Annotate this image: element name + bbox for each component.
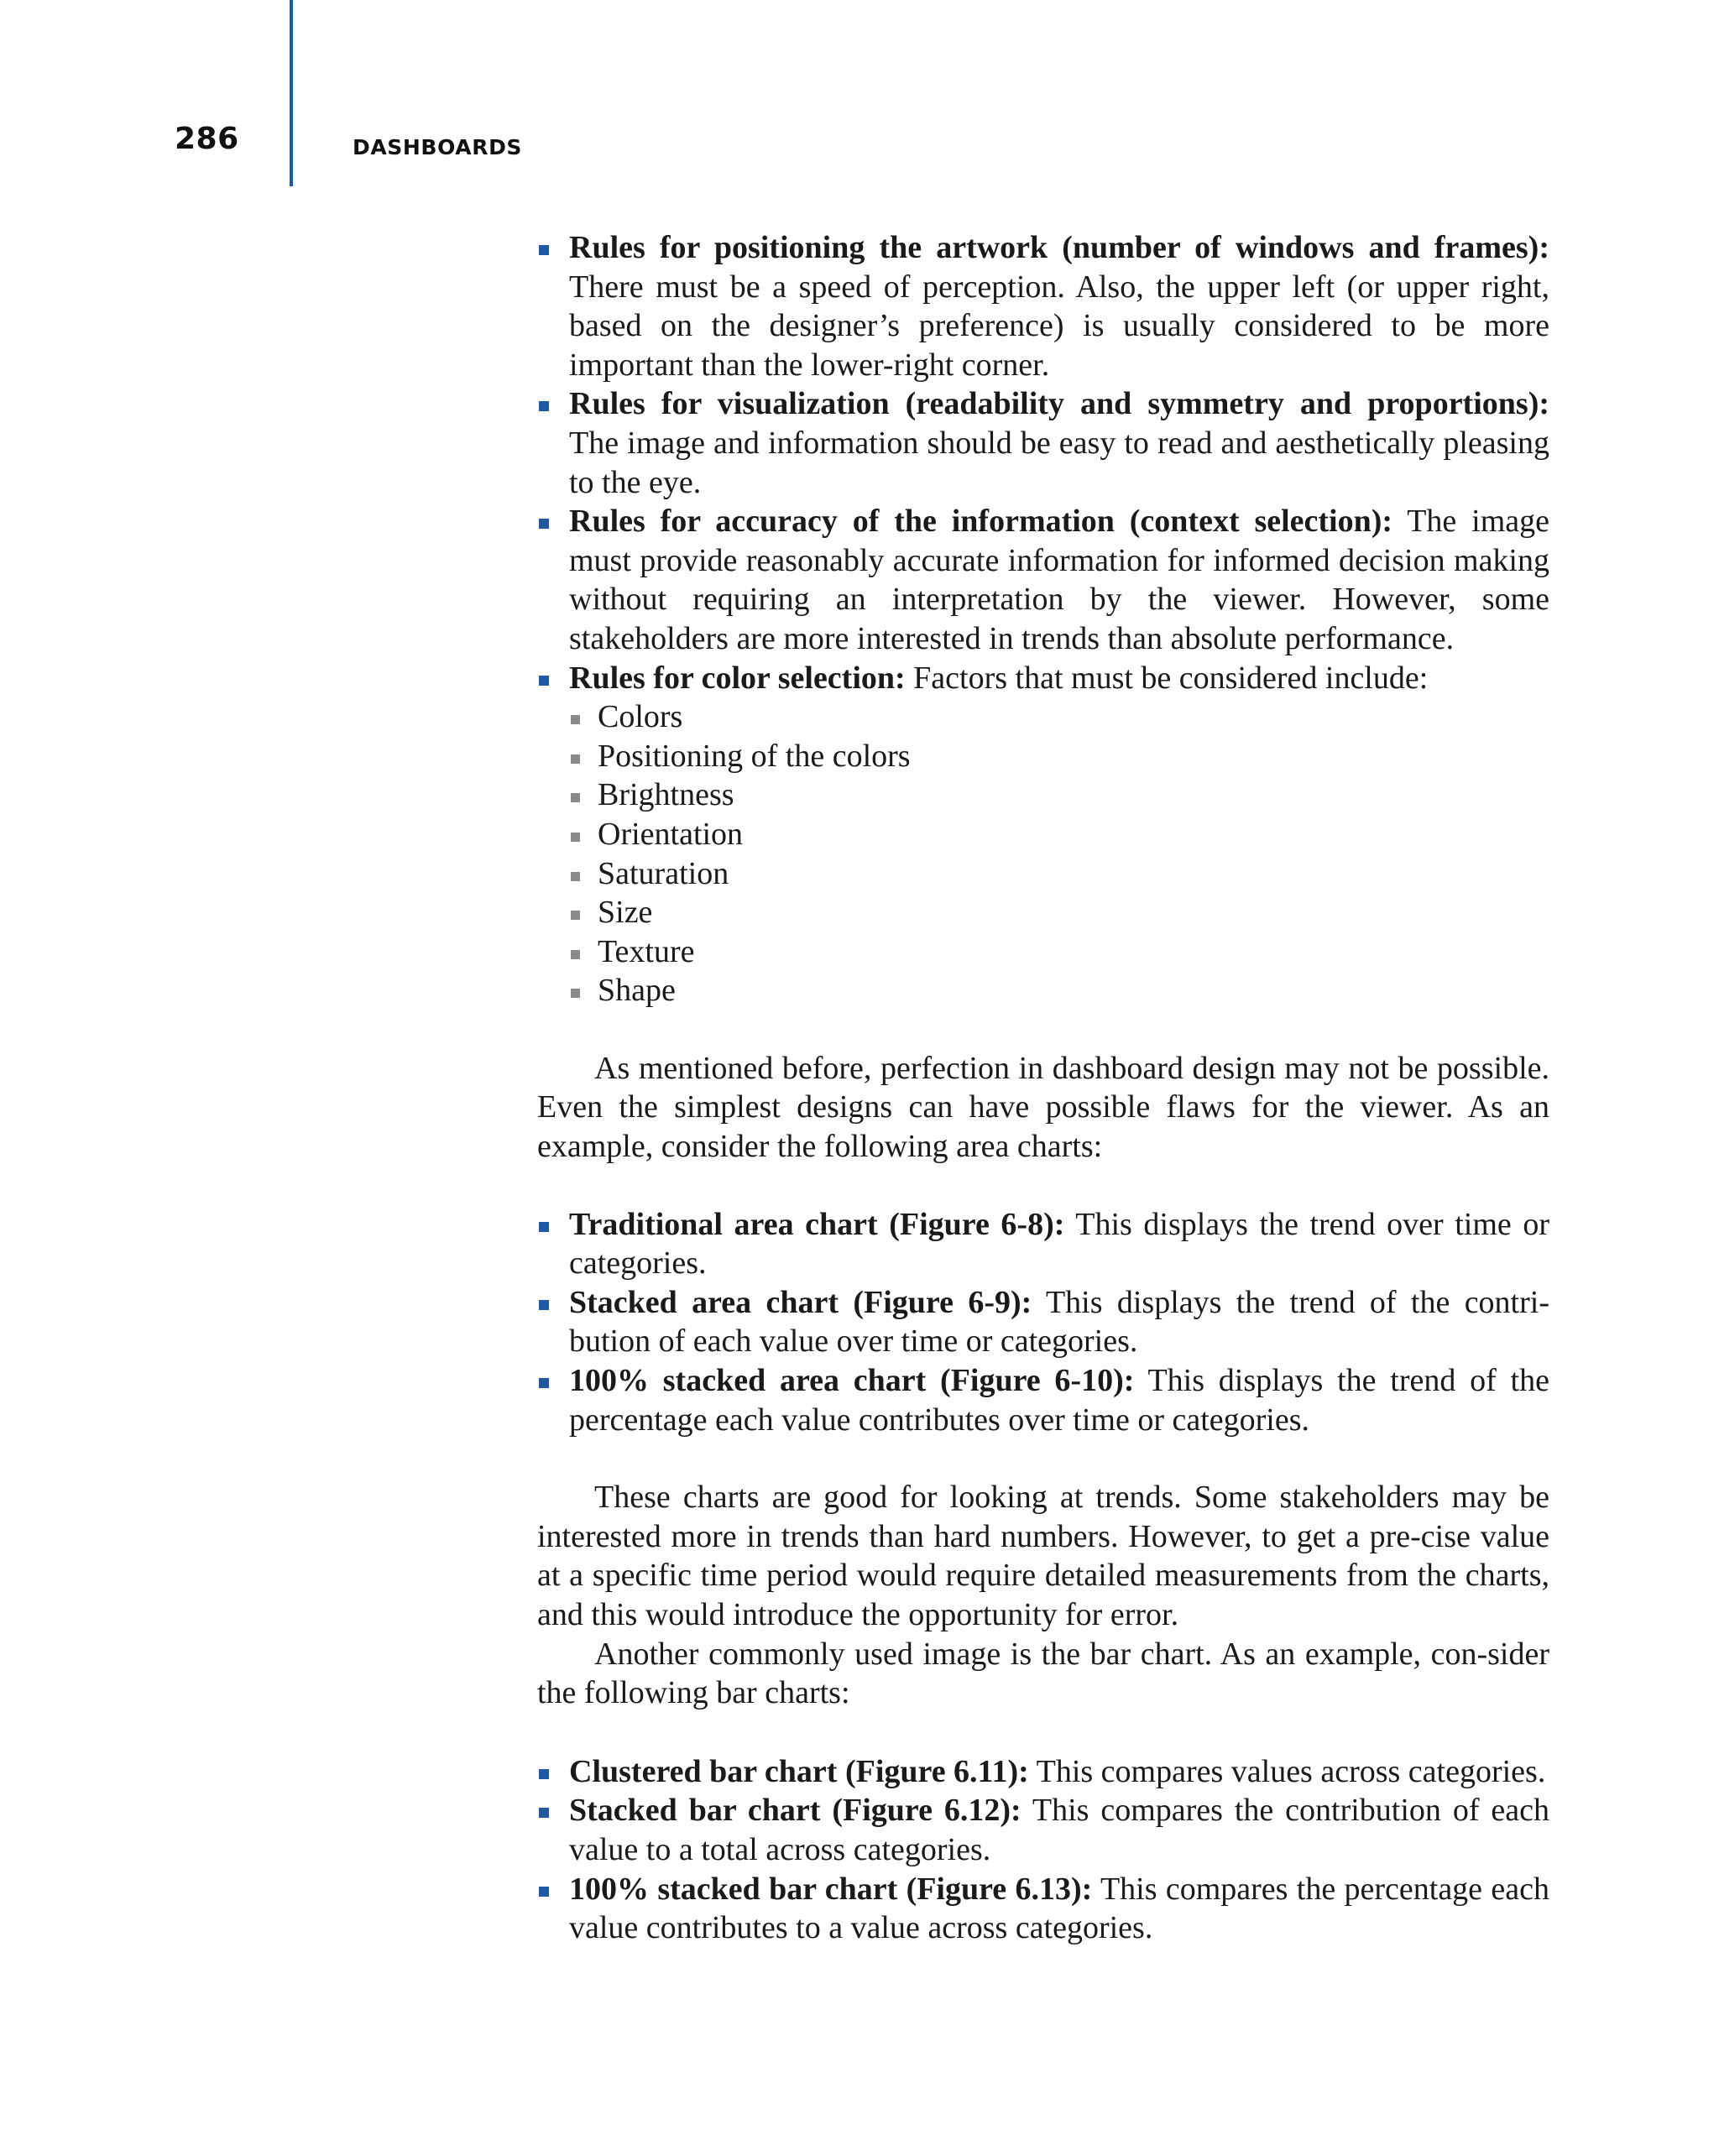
rules-list bbox=[537, 228, 1549, 1010]
item-title: Rules for positioning the artwork (number of windows and frames): bbox=[569, 230, 1549, 265]
sub-list-item: Colors bbox=[569, 697, 1549, 737]
color-factors-list bbox=[569, 697, 1549, 1010]
sub-bullet-icon bbox=[571, 950, 580, 959]
list-item bbox=[537, 1870, 1549, 1948]
bullet-icon bbox=[539, 1378, 549, 1388]
sub-list-item: Saturation bbox=[569, 854, 1549, 894]
paragraph-trends: These charts are good for looking at trends. Some stakeholders may be interested more in trends than hard numbers. However, to get a pre-cise value at a specific time period would require detailed measurements from the charts, and this would introduce the opportunity for error. bbox=[537, 1480, 1549, 1632]
bullet-icon bbox=[539, 676, 549, 686]
list-item bbox=[537, 1752, 1549, 1792]
bullet-icon bbox=[539, 519, 549, 529]
bullet-icon bbox=[539, 1300, 549, 1310]
item-text: The image and information should be easy to read and aesthetically pleasing to the eye. bbox=[569, 425, 1549, 500]
item-title: Stacked bar chart (Figure 6.12): bbox=[569, 1793, 1021, 1829]
sub-list-item: Size bbox=[569, 893, 1549, 932]
sub-bullet-icon bbox=[571, 754, 580, 764]
item-title: Stacked area chart (Figure 6-9): bbox=[569, 1284, 1032, 1320]
item-text: This displays the trend of the contri-bution of each value over time or categories. bbox=[569, 1284, 1549, 1360]
sub-bullet-icon bbox=[571, 793, 580, 802]
sub-list-item: Orientation bbox=[569, 815, 1549, 854]
list-item bbox=[537, 1791, 1549, 1869]
paragraph-perfection: As mentioned before, perfection in dashboard design may not be possible. Even the simplest designs can have possible flaws for the viewer. As an example, consider the following area charts: bbox=[537, 1050, 1549, 1165]
sub-bullet-icon bbox=[571, 989, 580, 998]
running-head bbox=[0, 0, 1719, 193]
section-title: DASHBOARDS bbox=[353, 135, 523, 159]
item-title: Clustered bar chart (Figure 6.11): bbox=[569, 1753, 1029, 1789]
sub-bullet-icon bbox=[571, 911, 580, 920]
list-item bbox=[537, 659, 1549, 1010]
item-text: The image must provide reasonably accurate information for informed decision making without requiring an interpretation by the viewer. However, some stakeholders are more interested in trends than absolute performance. bbox=[569, 504, 1549, 656]
sub-bullet-icon bbox=[571, 872, 580, 881]
item-text: This displays the trend over time or categories. bbox=[569, 1206, 1549, 1282]
sub-list-item: Texture bbox=[569, 932, 1549, 972]
body-text bbox=[537, 228, 1549, 1948]
sub-list-item: Positioning of the colors bbox=[569, 737, 1549, 776]
bullet-icon bbox=[539, 401, 549, 411]
list-item bbox=[537, 1361, 1549, 1439]
item-text: This compares the contribution of each value to a total across categories. bbox=[569, 1793, 1549, 1867]
bullet-icon bbox=[539, 245, 549, 255]
header-divider bbox=[290, 0, 293, 186]
sub-bullet-icon bbox=[571, 833, 580, 842]
item-title: Rules for visualization (readability and symmetry and proportions): bbox=[569, 386, 1549, 422]
item-title: Rules for accuracy of the information (context selection): bbox=[569, 504, 1393, 540]
item-text: This compares the percentage each value contributes to a value across categories. bbox=[569, 1871, 1549, 1946]
bullet-icon bbox=[539, 1769, 549, 1779]
page-number: 286 bbox=[175, 122, 239, 156]
list-item bbox=[537, 384, 1549, 502]
list-item bbox=[537, 1205, 1549, 1283]
bar-charts-list bbox=[537, 1752, 1549, 1948]
list-item bbox=[537, 502, 1549, 658]
item-title: 100% stacked bar chart (Figure 6.13): bbox=[569, 1871, 1093, 1907]
sub-list-item: Brightness bbox=[569, 775, 1549, 815]
sub-list-item: Shape bbox=[569, 971, 1549, 1010]
item-text: Factors that must be considered include: bbox=[913, 660, 1429, 696]
item-title: Rules for color selection: bbox=[569, 660, 906, 696]
list-item bbox=[537, 1283, 1549, 1361]
item-text: There must be a speed of perception. Also, the upper left (or upper right, based on the designer’s preference) is usually considered to be more important than the lower-right corner. bbox=[569, 269, 1549, 383]
item-text: This compares values across categories. bbox=[1036, 1753, 1546, 1789]
paragraph-bar-intro: Another commonly used image is the bar chart. As an example, con-sider the following bar charts: bbox=[537, 1636, 1549, 1711]
item-text: This displays the trend of the percentage each value contributes over time or categories. bbox=[569, 1363, 1549, 1438]
bullet-icon bbox=[539, 1222, 549, 1232]
area-charts-list bbox=[537, 1205, 1549, 1440]
list-item bbox=[537, 228, 1549, 384]
item-title: 100% stacked area chart (Figure 6-10): bbox=[569, 1363, 1135, 1399]
sub-bullet-icon bbox=[571, 715, 580, 724]
bullet-icon bbox=[539, 1887, 549, 1897]
bullet-icon bbox=[539, 1808, 549, 1818]
item-title: Traditional area chart (Figure 6-8): bbox=[569, 1206, 1065, 1242]
